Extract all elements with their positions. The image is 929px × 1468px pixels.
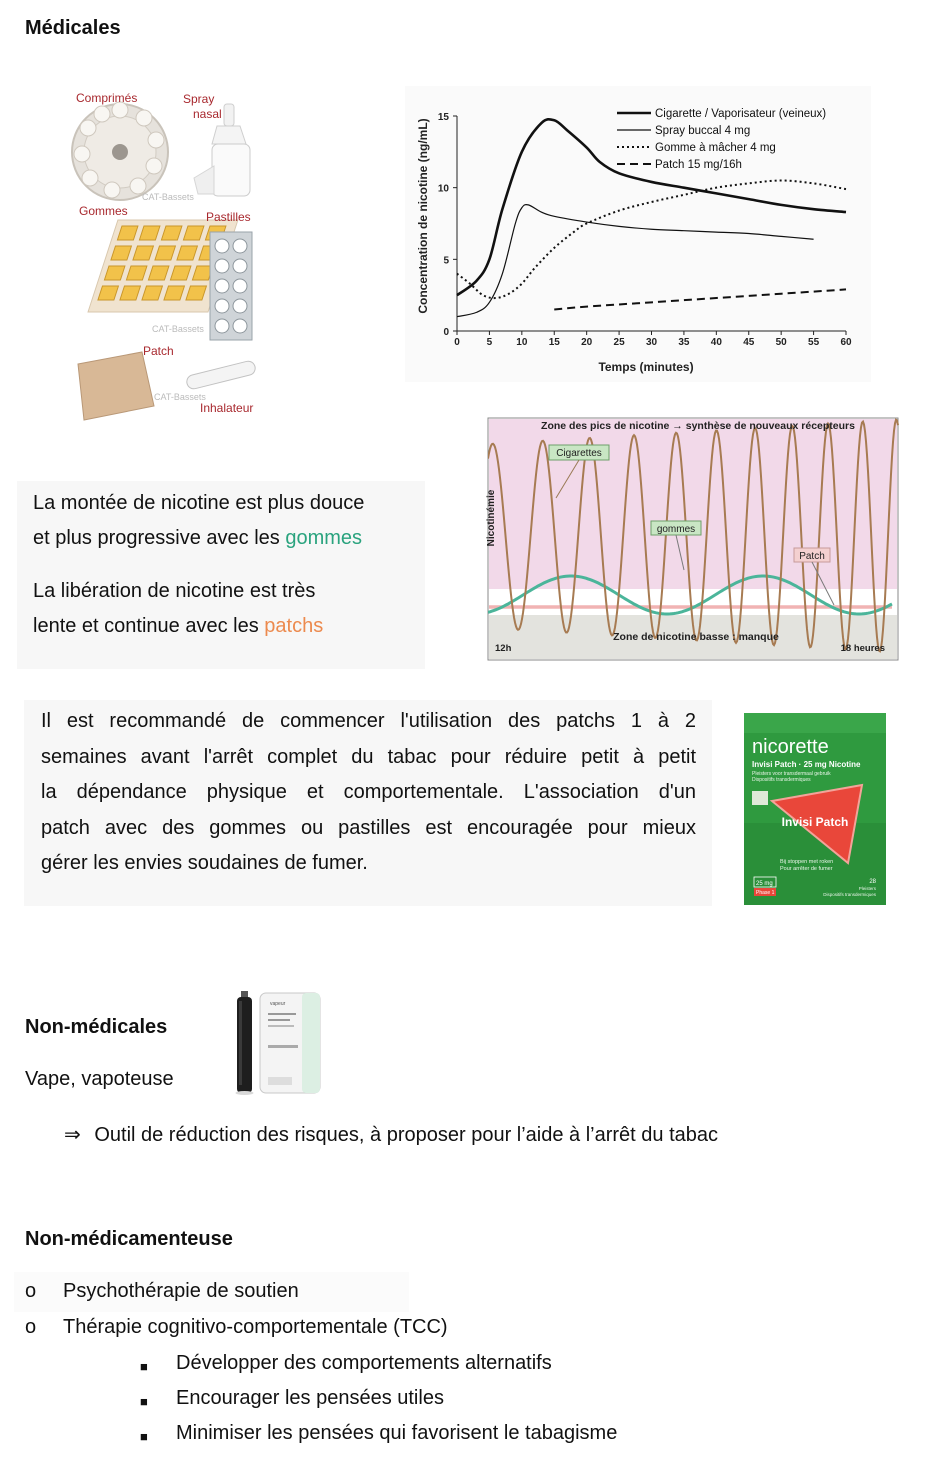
chart1-legend-label: Gomme à mâcher 4 mg [655,142,776,154]
nicorette-phase: Phase 1 [756,890,775,896]
nicorette-product-box [744,713,886,905]
risk-reduction-text: Outil de réduction des risques, à proposer pour l’aide à l’arrêt du tabac [94,1124,719,1146]
chart1-x-tick-label: 0 [454,337,460,348]
patchs-text-line2-prefix: lente et continue avec les [33,615,265,637]
gommes-text-line2 [33,521,362,556]
nicotine-products-illustration [62,82,284,422]
watermark-2: CAT-Bassets [152,324,204,334]
chart1-series-0 [457,119,846,295]
label-spray-line2: nasal [193,107,222,121]
chart1-x-tick-label: 50 [775,337,787,348]
gommes-highlight: gommes [285,527,363,549]
concentration-chart [405,86,871,382]
label-spray-line1: Spray [183,92,215,106]
chart1-x-tick-label: 40 [710,337,722,348]
nicotinemie-chart [488,408,900,661]
therapy-subitem-3: Minimiser les pensées qui favorisent le tabagisme [176,1422,618,1444]
chart1-x-tick-label: 55 [808,337,820,348]
pastilles-image [210,232,252,340]
label-gommes: Gommes [79,204,128,218]
section-title-medicales: Médicales [25,17,121,39]
nicorette-small1: Pleisters voor transdermaal gebruik [752,771,831,777]
chart1-y-tick-label: 10 [437,183,449,195]
subbullet-2-icon: ■ [140,1394,148,1409]
vape-device-image [232,985,324,1097]
watermark-1: CAT-Bassets [142,192,194,202]
chart2-x-start-label: 12h [495,643,512,654]
nicorette-product-name: Invisi Patch [781,815,849,829]
therapy-subitem-2: Encourager les pensées utiles [176,1387,444,1409]
label-pastilles: Pastilles [206,210,251,224]
nicorette-patch-small [752,791,768,805]
patchs-text-line2 [33,609,323,644]
chart1-x-tick-label: 45 [743,337,755,348]
label-comprimes: Comprimés [76,91,138,105]
nicorette-count: 28 [869,879,876,885]
subbullet-3-icon: ■ [140,1429,148,1444]
nicorette-count-label2: Dispositifs transdermiques [823,892,876,897]
nicorette-dose: 25 mg [756,881,773,887]
gommes-text-line2-prefix: et plus progressive avec les [33,527,286,549]
nicorette-small2: Dispositifs transdermiques [752,777,811,783]
therapy-item-2: Thérapie cognitivo-comportementale (TCC) [63,1316,448,1338]
chart2-tag-gommes: gommes [656,524,696,535]
chart1-legend-label: Cigarette / Vaporisateur (veineux) [655,108,827,120]
watermark-3: CAT-Bassets [154,392,206,402]
chart1-x-tick-label: 15 [548,337,560,348]
chart1-x-axis-label: Temps (minutes) [598,360,694,374]
gommes-text-line1: La montée de nicotine est plus douce [33,492,365,514]
chart2-tag-patch: Patch [799,551,825,562]
chart2-y-axis-label: Nicotinémie [486,489,497,547]
recommendation-line-2: semaines avant l'arrêt complet du tabac pour réduire petit à petit [41,746,696,768]
risk-reduction-line [64,1118,718,1153]
subbullet-1-icon: ■ [140,1359,148,1374]
recommendation-line-4: patch avec des gommes ou pastilles est encouragée pour mieux [41,817,696,839]
nicorette-brand: nicorette [752,736,829,758]
chart1-x-tick-label: 10 [516,337,528,348]
nicotine-release-text-box [17,481,425,669]
nicorette-slogan1: Bij stoppen met roken [780,859,834,865]
comprimes-image [72,102,168,200]
label-inhalateur: Inhalateur [200,401,254,415]
recommendation-line-1: Il est recommandé de commencer l'utilisation des patchs 1 à 2 [41,710,696,732]
chart1-x-tick-label: 60 [840,337,852,348]
chart2-title: Zone des pics de nicotine → synthèse de nouveaux récepteurs [541,420,855,432]
section-title-non-medicales: Non-médicales [25,1016,168,1038]
chart1-series-3 [554,289,846,309]
recommendation-text-box [24,700,712,906]
chart1-x-tick-label: 35 [678,337,690,348]
section-title-non-medicamenteuse: Non-médicamenteuse [25,1228,233,1250]
recommendation-line-3: la dépendance physique et comportementale. L'association d'un [41,781,696,803]
nicorette-slogan2: Pour arrêter de fumer [780,866,833,872]
nicorette-count-label1: Pleisters [858,886,876,891]
therapy-item-1: Psychothérapie de soutien [63,1280,299,1302]
chart1-legend-label: Patch 15 mg/16h [655,159,742,171]
patchs-highlight: patchs [264,615,324,637]
vape-box-label: vapeur [270,1001,286,1007]
chart2-low-zone-label: Zone de nicotine basse : manque [613,631,779,643]
label-patch: Patch [143,344,174,358]
chart1-y-tick-label: 5 [443,255,449,267]
chart2-x-end-label: 18 heures [840,643,885,654]
therapy-bullet-1: o [25,1280,37,1302]
therapy-subitem-1: Développer des comportements alternatifs [176,1352,552,1374]
chart1-x-tick-label: 25 [613,337,625,348]
chart2-tag-cigarettes: Cigarettes [556,448,602,459]
nicorette-subtitle: Invisi Patch · 25 mg Nicotine [752,760,861,769]
chart1-x-tick-label: 30 [645,337,658,348]
chart1-y-tick-label: 0 [443,327,449,338]
chart1-series-2 [457,181,846,299]
therapy-bullet-2: o [25,1316,37,1338]
chart1-series-1 [457,205,814,317]
vape-item: Vape, vapoteuse [25,1068,174,1090]
chart1-x-tick-label: 5 [486,337,493,348]
chart1-y-tick-label: 15 [437,112,449,123]
chart1-y-axis-label: Concentration de nicotine (ng/mL) [416,118,430,314]
recommendation-line-5: gérer les envies soudaines de fumer. [41,852,368,874]
chart1-x-tick-label: 20 [581,337,593,348]
patchs-text-line1: La libération de nicotine est très [33,580,316,602]
chart1-legend-label: Spray buccal 4 mg [655,125,751,137]
implies-arrow-icon: ⇒ [64,1124,81,1146]
